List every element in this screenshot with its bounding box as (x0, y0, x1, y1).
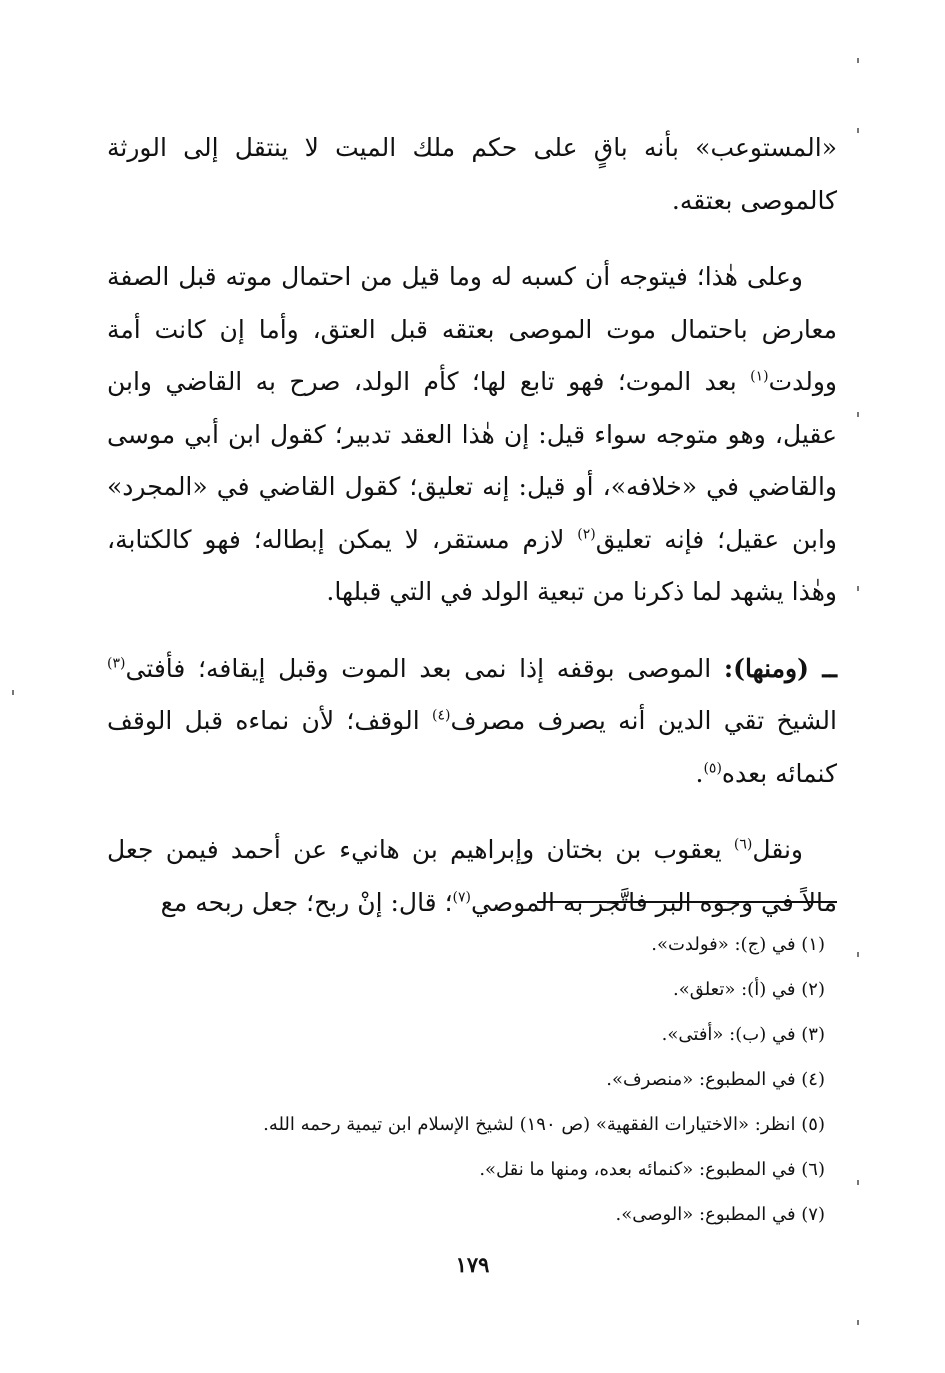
footnote-marker-5: (٥) (703, 760, 722, 777)
footnote-marker-3: (٣) (107, 655, 126, 672)
footnote-4: (٤) في المطبوع: «منصرف». (606, 1069, 825, 1090)
paragraph-2-text-b: بعد الموت؛ فهو تابع لها؛ كأم الولد، صرح به القاضي وابن عقيل، وهو متوجه سواء قيل: إن هٰذا العقد تدبير؛ كقول ابن أبي موسى والقاضي في «خلافه»، أو قيل: إنه تعليق؛ كقول القاضي في «المجرد» وابن عقيل؛ فإنه تعليق (107, 367, 838, 554)
paragraph-4-text-c: ؛ قال: إنْ ربح؛ جعل ربحه مع (160, 887, 453, 917)
scan-speck (857, 412, 859, 417)
footnote-7: (٧) في المطبوع: «الوصى». (615, 1204, 825, 1225)
footnote-3: (٣) في (ب): «أفتى». (661, 1024, 825, 1045)
footnote-2: (٢) في (أ): «تعلق». (672, 979, 825, 1000)
scan-speck (857, 58, 859, 63)
footnotes-list (107, 922, 837, 1237)
paragraph-3-text-b: الشيخ تقي الدين أنه يصرف مصرف (450, 706, 837, 735)
scan-speck (857, 1180, 859, 1185)
paragraph-4-text-a: ونقل (752, 835, 804, 864)
paragraph-1-text: «المستوعب» بأنه باقٍ على حكم ملك الميت لا ينتقل إلى الورثة كالموصى بعتقه. (107, 133, 837, 215)
scan-speck (857, 586, 859, 591)
scan-speck (857, 1320, 859, 1325)
paragraph-1 (107, 122, 837, 227)
scan-speck (857, 128, 859, 133)
paragraph-2 (107, 251, 837, 619)
paragraph-2-text-a: وعلى هٰذا؛ فيتوجه أن كسبه له وما قيل من احتمال موته قبل الصفة معارض باحتمال موت الموصى بعتقه قبل العتق، وأما إن كانت أمة وولدت (107, 262, 837, 396)
footnote-5: (٥) انظر: «الاختيارات الفقهية» (ص ١٩٠) لشيخ الإسلام ابن تيمية رحمه الله. (263, 1114, 825, 1135)
scan-speck (12, 690, 14, 695)
paragraph-4-text-b: يعقوب بن بختان وإبراهيم بن هانيء عن أحمد فيمن جعل مالاً في وجوه البر فاتَّجر به الموصي (107, 835, 837, 917)
footnote-1: (١) في (ج): «فولدت». (651, 934, 825, 955)
footnote-marker-1: (١) (750, 368, 769, 385)
scan-speck (857, 952, 859, 957)
footnote-separator (537, 901, 837, 903)
footnote-marker-4: (٤) (431, 707, 451, 724)
section-lead: ــ (ومنها): (723, 653, 837, 683)
footnote-marker-2: (٢) (577, 526, 596, 543)
page-number: ١٧٩ (455, 1252, 490, 1277)
paragraph-3-text-a: الموصى بوقفه إذا نمى بعد الموت وقبل إيقافه؛ فأفتى (125, 653, 712, 683)
paragraph-3-period: . (695, 758, 704, 788)
paragraph-3-text-c: الوقف؛ لأن نماءه قبل الوقف كنمائه بعده (107, 706, 837, 788)
paragraph-3 (107, 643, 837, 801)
footnote-marker-6: (٦) (733, 836, 753, 853)
footnote-marker-7: (٧) (452, 889, 471, 906)
paragraph-2-text-c: لازم مستقر، لا يمكن إبطاله؛ فهو كالكتابة، وهٰذا يشهد لما ذكرنا من تبعية الولد في التي قبلها. (107, 524, 837, 606)
paragraph-4 (107, 824, 837, 929)
main-text (107, 122, 837, 953)
footnote-6: (٦) في المطبوع: «كنمائه بعده، ومنها ما نقل». (479, 1159, 825, 1180)
